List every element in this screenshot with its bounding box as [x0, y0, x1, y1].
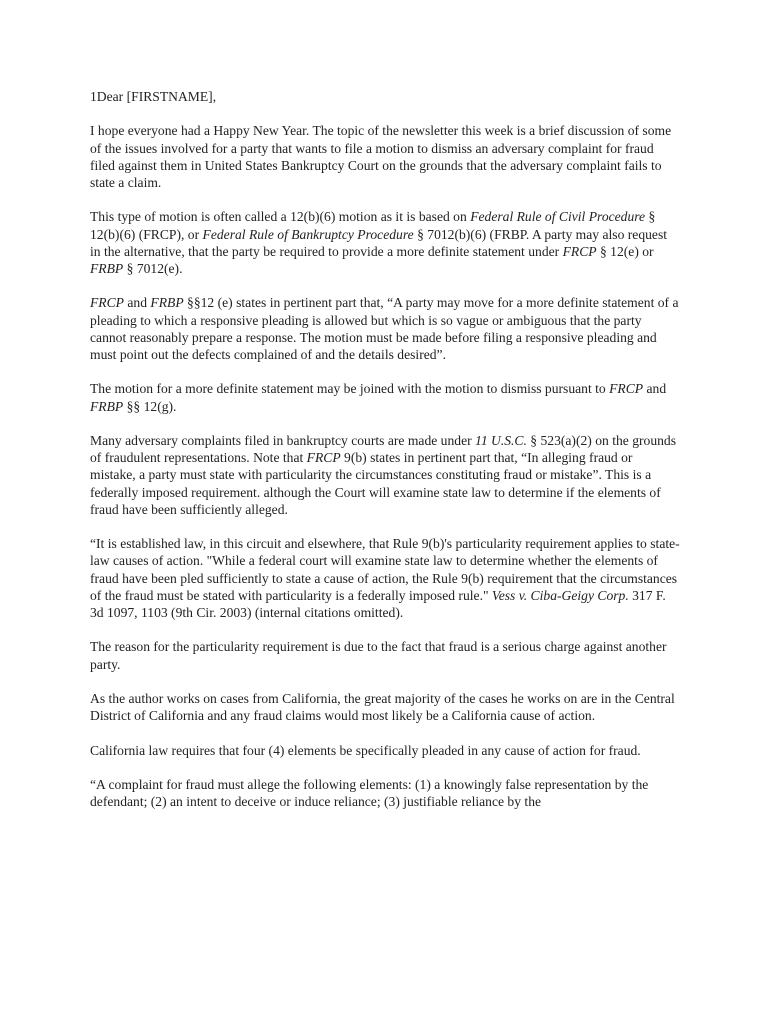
- citation-frbp: FRBP: [150, 295, 184, 311]
- text: §§12 (e) states in pertinent part that, “A party may move for a more definite statement of a pleading to which a responsive pleading is allowed but which is so vague or ambiguous that the party cannot reasonably prepare a response. The motion must be made before filing a responsive pleading and must point out the defects complained of and the details desired”.: [90, 295, 679, 362]
- case-name: Vess v. Ciba-Geigy Corp.: [491, 587, 629, 603]
- paragraph-vess-quote: [90, 535, 680, 621]
- text: § 7012(e).: [123, 261, 183, 276]
- paragraph-12b6-motion: [90, 208, 680, 277]
- paragraph-523-complaints: [90, 432, 680, 518]
- text: §§ 12(g).: [123, 398, 177, 414]
- citation-frcp-title: Federal Rule of Civil Procedure: [470, 209, 646, 225]
- salutation: 1Dear [FIRSTNAME],: [90, 89, 217, 104]
- paragraph-12e-quote: [90, 294, 680, 363]
- citation-frcp: FRCP: [609, 381, 644, 397]
- citation-frcp: FRCP: [90, 295, 124, 311]
- text: This type of motion is often called a 12(b)(6) motion as it is based on: [90, 209, 471, 225]
- text: § 523(a)(2) on the grounds of fraudulent representations. Note that: [90, 432, 677, 466]
- text: “It is established law, in this circuit and elsewhere, that Rule 9(b)'s particularity requirement applies to state-law causes of action. "While a federal court will examine state law to determine whether the elements of fraud have been pled sufficiently to state a cause of action, the Rule 9(b) requirement that the circumstances of the fraud must be stated with particularity is a federally imposed rule.": [90, 536, 680, 603]
- text: and: [123, 295, 151, 311]
- citation-frcp: FRCP: [306, 450, 341, 466]
- paragraph-joinder: [90, 380, 680, 414]
- citation-usc: 11 U.S.C.: [475, 432, 527, 448]
- paragraph-california-cases: As the author works on cases from California, the great majority of the cases he works on are in the Central District of California and any fraud claims would most likely be a California cause of action.: [90, 690, 675, 724]
- citation-frbp: FRBP: [90, 398, 124, 414]
- citation-frbp-title: Federal Rule of Bankruptcy Procedure: [202, 226, 414, 242]
- text: § 12(b)(6) (FRCP), or: [90, 209, 656, 242]
- paragraph-particularity-reason: The reason for the particularity requirement is due to the fact that fraud is a serious charge against another party.: [90, 639, 667, 672]
- letter-page: [90, 88, 680, 828]
- text: and: [643, 381, 667, 397]
- text: 9(b) states in pertinent part that, “In alleging fraud or mistake, a party must state with particularity the circumstances constituting fraud or mistake”. This is a federally imposed requirement. although the Court will examine state law to determine if the elements of fraud have been sufficiently alleged.: [90, 450, 661, 517]
- paragraph-fraud-elements-quote: “A complaint for fraud must allege the following elements: (1) a knowingly false representation by the defendant; (2) an intent to deceive or induce reliance; (3) justifiable reliance by the: [90, 776, 649, 810]
- text: 317 F. 3d 1097, 1103 (9th Cir. 2003) (internal citations omitted).: [90, 587, 666, 620]
- paragraph-four-elements: California law requires that four (4) elements be specifically pleaded in any cause of action for fraud.: [90, 742, 641, 758]
- text: Many adversary complaints filed in bankruptcy courts are made under: [90, 432, 476, 448]
- text: The motion for a more definite statement may be joined with the motion to dismiss pursuant to: [90, 381, 610, 397]
- citation-frcp: FRCP: [562, 243, 597, 259]
- paragraph-intro: I hope everyone had a Happy New Year. The topic of the newsletter this week is a brief discussion of some of the issues involved for a party that wants to file a motion to dismiss an adversary complaint for fraud filed against them in United States Bankruptcy Court on the grounds that the adversary complaint fails to state a claim.: [90, 123, 672, 190]
- text: § 12(e) or: [596, 243, 654, 259]
- citation-frbp: FRBP: [90, 261, 124, 276]
- text: § 7012(b)(6) (FRBP. A party may also request in the alternative, that the party be required to provide a more definite statement under: [90, 226, 668, 259]
